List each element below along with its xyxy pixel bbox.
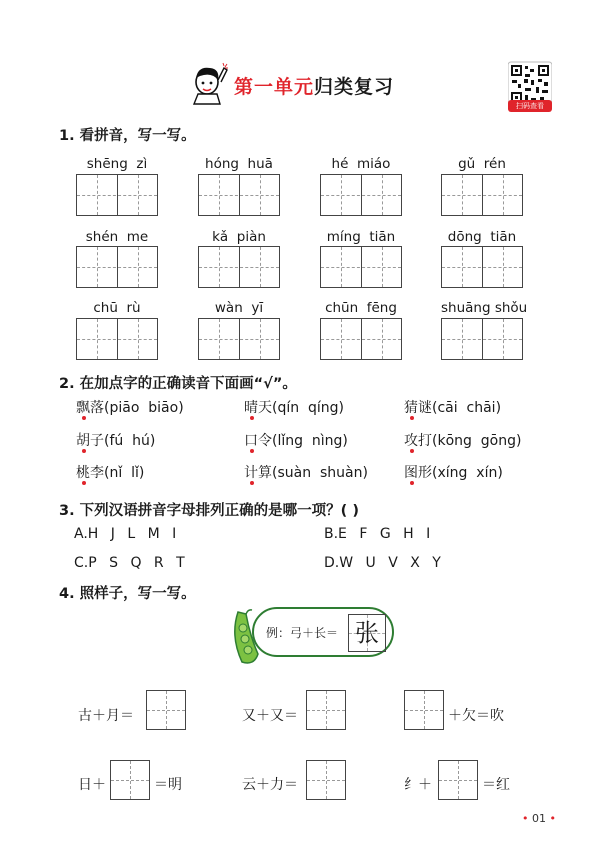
pinyin-label: hé miáo — [331, 156, 391, 172]
emphasis-dot — [410, 481, 414, 485]
eq-5-text: 云＋力＝ — [242, 777, 298, 793]
question-2-heading: 2. 在加点字的正确读音下面画“√”。 — [59, 376, 297, 392]
pinyin-label: wàn yī — [214, 300, 264, 316]
answer-box[interactable] — [146, 690, 186, 730]
eq-6-pre: 纟＋ — [404, 777, 432, 793]
tianzige-box[interactable] — [320, 174, 402, 216]
question-3-heading: 3. 下列汉语拼音字母排列正确的是哪一项？( ) — [59, 503, 359, 519]
emphasis-dot — [250, 449, 254, 453]
pinyin-label: hóng huā — [205, 156, 273, 172]
pronunciation-item[interactable]: 晴天(qín qíng) — [244, 400, 345, 416]
option-a[interactable]: A.H J L M I — [74, 526, 177, 542]
pinyin-label: shuāng shǒu — [441, 300, 528, 316]
page-number: • 01 • — [522, 812, 556, 825]
pinyin-label: shén me — [85, 229, 149, 245]
tianzige-box[interactable] — [198, 318, 280, 360]
tianzige-box[interactable] — [320, 318, 402, 360]
pronunciation-item[interactable]: 攻打(kōng gōng) — [404, 433, 522, 449]
qr-label: 扫码查看 — [508, 100, 552, 112]
page-title — [234, 72, 394, 99]
tianzige-box[interactable] — [441, 174, 523, 216]
pronunciation-item[interactable]: 计算(suàn shuàn) — [244, 465, 368, 481]
pronunciation-item[interactable]: 猜谜(cāi chāi) — [404, 400, 502, 416]
answer-box[interactable] — [438, 760, 478, 800]
eq-3-text: ＋欠＝吹 — [448, 708, 504, 724]
page-header — [190, 60, 420, 110]
page-number-text: 01 — [532, 812, 546, 825]
title-black: 归类复习 — [314, 76, 395, 98]
tianzige-box[interactable] — [76, 246, 158, 288]
example-answer-box — [348, 614, 386, 652]
pinyin-label: gǔ rén — [458, 156, 506, 172]
answer-box[interactable] — [306, 690, 346, 730]
emphasis-dot — [250, 416, 254, 420]
boy-mascot-icon — [190, 60, 230, 106]
question-4-heading: 4. 照样子，写一写。 — [59, 586, 196, 602]
pronunciation-item[interactable]: 口令(lǐng nìng) — [244, 433, 348, 449]
tianzige-box[interactable] — [198, 246, 280, 288]
eq-2-text: 又＋又＝ — [242, 708, 298, 724]
eq-1-text: 古＋月＝ — [78, 708, 134, 724]
pinyin-label: chū rù — [93, 300, 141, 316]
pinyin-label: chūn fēng — [325, 300, 397, 316]
pea-pod-icon — [228, 608, 268, 668]
eq-6-post: ＝红 — [482, 777, 510, 793]
question-1-heading: 1. 看拼音，写一写。 — [59, 128, 196, 144]
emphasis-dot — [82, 449, 86, 453]
pronunciation-item[interactable]: 胡子(fú hú) — [76, 433, 156, 449]
pinyin-label: míng tiān — [326, 229, 396, 245]
pronunciation-item[interactable]: 飘落(piāo biāo) — [76, 400, 184, 416]
answer-box[interactable] — [110, 760, 150, 800]
example-answer: 张 — [355, 619, 379, 647]
title-red: 第一单元 — [234, 76, 315, 98]
tianzige-box[interactable] — [76, 174, 158, 216]
option-b[interactable]: B.E F G H I — [324, 526, 431, 542]
emphasis-dot — [82, 416, 86, 420]
option-c[interactable]: C.P S Q R T — [74, 555, 185, 571]
emphasis-dot — [82, 481, 86, 485]
tianzige-box[interactable] — [441, 246, 523, 288]
tianzige-box[interactable] — [76, 318, 158, 360]
tianzige-box[interactable] — [441, 318, 523, 360]
option-d[interactable]: D.W U V X Y — [324, 555, 441, 571]
pronunciation-item[interactable]: 图形(xíng xín) — [404, 465, 503, 481]
pronunciation-item[interactable]: 桃李(nǐ lǐ) — [76, 465, 145, 481]
eq-4-post: ＝明 — [154, 777, 182, 793]
pinyin-label: shēng zì — [86, 156, 148, 172]
pinyin-label: kǎ piàn — [212, 229, 266, 245]
pinyin-label: dōng tiān — [447, 229, 517, 245]
tianzige-box[interactable] — [198, 174, 280, 216]
answer-box[interactable] — [306, 760, 346, 800]
example-text: 例：弓＋长＝ — [266, 626, 339, 640]
answer-box[interactable] — [404, 690, 444, 730]
tianzige-box[interactable] — [320, 246, 402, 288]
eq-4-pre: 日＋ — [78, 777, 106, 793]
emphasis-dot — [410, 416, 414, 420]
emphasis-dot — [250, 481, 254, 485]
emphasis-dot — [410, 449, 414, 453]
